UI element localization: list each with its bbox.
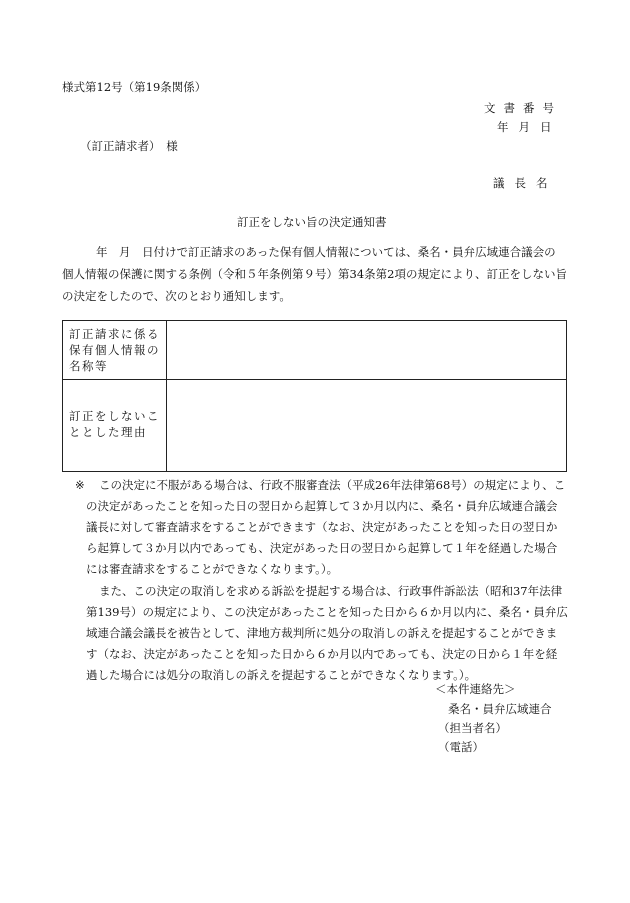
- contact-organization: 桑名・員弁広域連合: [448, 702, 552, 716]
- contact-heading: ＜本件連絡先＞: [435, 682, 516, 696]
- table-label-line: 訂正をしないこ: [69, 409, 160, 423]
- note-line: また、この決定の取消しを求める訴訟を提起する場合は、行政事件訴訟法（昭和37年法律: [99, 584, 563, 598]
- table-label-line: 名称等: [69, 359, 108, 373]
- document-number: 文書番号: [484, 101, 562, 115]
- table-label-line: 訂正請求に係る: [69, 327, 160, 341]
- table-divider-vertical: [166, 321, 167, 471]
- document-title: 訂正をしない旨の決定通知書: [237, 215, 387, 229]
- note-line: す（なお、決定があったことを知った日から６か月以内であっても、決定の日から１年を経: [86, 647, 558, 661]
- table-divider-horizontal: [63, 379, 566, 380]
- contact-phone: （電話）: [438, 740, 484, 754]
- note-line: ら起算して３か月以内であっても、決定があった日の翌日から起算して１年を経過した場合: [86, 541, 558, 555]
- sender-name: 議長名: [493, 176, 558, 190]
- note-line: 第139号）の規定により、この決定があったことを知った日から６か月以内に、桑名・員弁広: [86, 605, 568, 619]
- issue-date: 年月日: [497, 120, 562, 134]
- decision-table: [62, 320, 567, 472]
- recipient-name: （訂正請求者） 様: [80, 139, 178, 153]
- table-label-line: 保有個人情報の: [69, 343, 160, 357]
- contact-person: （担当者名）: [438, 721, 507, 735]
- note-line: には審査請求をすることができなくなります。）。: [86, 562, 339, 576]
- note-line: 議長に対して審査請求をすることができます（なお、決定があったことを知った日の翌日か: [86, 520, 558, 534]
- note-line: の決定があったことを知った日の翌日から起算して３か月以内に、桑名・員弁広域連合議会: [86, 499, 558, 513]
- form-label: 様式第12号（第19条関係）: [62, 80, 207, 94]
- note-line: 過した場合には処分の取消しの訴えを提起することができなくなります。）。: [86, 668, 477, 682]
- note-mark: ※: [75, 478, 85, 492]
- note-line: 域連合議会議長を被告として、津地方裁判所に処分の取消しの訴えを提起することができま: [86, 626, 558, 640]
- body-line: の決定をしたので、次のとおり通知します。: [62, 289, 291, 303]
- table-label-line: ととした理由: [69, 425, 147, 439]
- body-line: 個人情報の保護に関する条例（令和５年条例第９号）第34条第2項の規定により、訂正をしない旨: [62, 267, 567, 281]
- body-line: 年 月 日付けで訂正請求のあった保有個人情報については、桑名・員弁広域連合議会の: [96, 245, 556, 259]
- note-line: この決定に不服がある場合は、行政不服審査法（平成26年法律第68号）の規定により、こ: [99, 478, 566, 492]
